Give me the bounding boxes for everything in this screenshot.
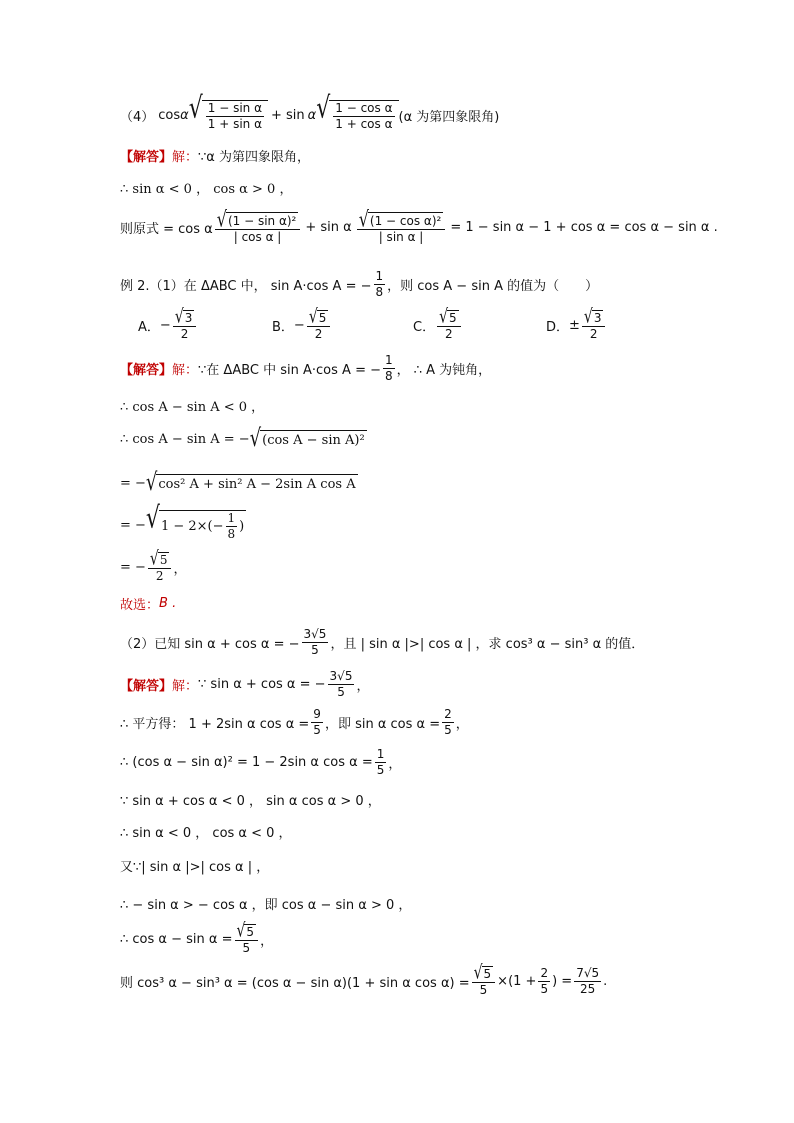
option-letter: B．	[272, 319, 294, 335]
answer-2-1-line-3: ∴ cos A − sin A = − √ (cos A − sin A)²	[120, 424, 365, 453]
option-c[interactable]: C． √ 5 2	[413, 310, 463, 340]
frac-num: 1	[375, 269, 384, 283]
radicand: cos² A + sin² A − 2sin A cos A	[156, 474, 357, 492]
text: （2）已知 sin α + cos α = −	[120, 636, 300, 652]
frac-den: 8	[384, 368, 393, 383]
sqrt-expr-2: √ $\frac{\text{1 − cos α}}{\text{1 + cos α}}$	[316, 100, 398, 130]
text: + sin α	[305, 220, 352, 236]
text: ) =	[552, 973, 573, 989]
text: ，	[260, 933, 274, 949]
text: ∴ sin α < 0 ， cos α < 0 ，	[120, 826, 292, 841]
answer-4-line-1	[120, 146, 310, 165]
frac-den: | sin α |	[378, 230, 424, 244]
answer-2-1-line-2	[120, 396, 264, 415]
frac-num: 3	[184, 311, 193, 325]
frac-num: 1	[227, 511, 236, 525]
text: ∵ sin α + cos α = −	[198, 676, 326, 692]
frac-den: 5	[242, 940, 251, 955]
frac-den: 5	[311, 642, 319, 657]
text: = −	[120, 559, 146, 575]
answer-2-2-line-7	[120, 894, 411, 913]
choice-label: 故选：	[120, 598, 160, 613]
text: 则原式 = cos α	[120, 222, 213, 238]
alpha-symbol: α	[307, 107, 317, 123]
frac-den: 8	[227, 526, 236, 541]
frac-den: | cos α |	[233, 230, 282, 244]
alpha-symbol: α	[180, 107, 189, 123]
text: )	[239, 518, 245, 534]
radicand: (cos A − sin A)²	[260, 430, 367, 448]
text: ∵ sin α + cos α < 0 ， sin α cos α > 0 ，	[120, 794, 381, 809]
answer-jie: 解：	[172, 362, 199, 378]
text: ∴ − sin α > − cos α ，即 cos α − sin α > 0 ，	[120, 898, 412, 913]
answer-2-2-line-3	[120, 748, 401, 776]
answer-2-2-line-4	[120, 790, 381, 809]
text: 1 − 2×(−	[160, 518, 224, 534]
text: ，	[455, 716, 469, 732]
frac-den: 1 + sin α	[207, 116, 262, 131]
text: ∴ cos α − sin α =	[120, 931, 233, 947]
text: ∴ sin α < 0 ， cos α > 0 ，	[120, 182, 293, 197]
text: = −	[120, 517, 146, 533]
frac-num: 5	[159, 553, 168, 567]
frac-den: 5	[376, 762, 385, 777]
frac-num: 3√5	[303, 627, 327, 641]
text: ∵α 为第四象限角，	[198, 150, 311, 165]
answer-2-2-line-1	[120, 670, 369, 698]
problem-4	[120, 92, 500, 131]
text: ，	[356, 678, 370, 694]
option-d[interactable]: D． ± √ 3 2	[546, 310, 607, 340]
frac-num: 1	[376, 747, 385, 761]
text: = −	[120, 475, 146, 491]
answer-2-2-line-6	[120, 856, 269, 875]
frac-den: 1 + cos α	[335, 116, 393, 131]
option-sign: −	[159, 317, 171, 333]
answer-4-line-3: 则原式 = cos α √ (1 − sin α)² | cos α | + sin α √ (1 − cos α)² | sin α | = 1 − sin α − 1 + cos α = cos α − sin α .	[120, 206, 718, 244]
answer-2-2-line-8: ∴ cos α − sin α = √ 5 5 ，	[120, 920, 274, 955]
condition: (α 为第四象限角)	[398, 109, 500, 125]
option-a[interactable]: A． − √ 3 2	[138, 310, 198, 340]
text: ∴ cos A − sin A < 0 ，	[120, 400, 265, 415]
plus-sin: + sin	[271, 107, 305, 123]
option-b[interactable]: B． − √ 5 2	[272, 310, 332, 340]
frac-den: 5	[479, 982, 488, 997]
text: 则 cos³ α − sin³ α = (cos α − sin α)(1 + sin α cos α) =	[120, 975, 470, 991]
option-sign: −	[293, 317, 305, 333]
frac-num: 5	[483, 967, 492, 981]
answer-2-1-line-6: = − √ 5 2 ，	[120, 548, 187, 583]
frac-den: 5	[313, 722, 321, 737]
answer-2-2-line-2	[120, 708, 469, 736]
problem-4-label: （4）	[120, 109, 155, 125]
frac-den: 5	[444, 722, 452, 737]
frac-num: 9	[313, 707, 321, 721]
frac-num: 3	[593, 311, 602, 325]
text: = 1 − sin α − 1 + cos α = cos α − sin α .	[450, 220, 718, 236]
frac-num: 1 − cos α	[335, 101, 393, 115]
text: .	[603, 973, 608, 989]
frac-num: 5	[318, 311, 327, 325]
answer-jie: 解：	[172, 150, 199, 165]
frac-den: 2	[155, 568, 164, 583]
answer-jie: 解：	[172, 678, 199, 694]
text: ×(1 +	[497, 973, 537, 989]
answer-2-2-line-9: 则 cos³ α − sin³ α = (cos α − sin α)(1 + sin α cos α) = √ 5 5 ×(1 + $\frac{2}{5}$ ) = $\frac{7√5}{25}$ .	[120, 962, 608, 997]
text: ，	[388, 756, 402, 772]
answer-2-1-choice	[120, 594, 176, 613]
frac-num: 2	[540, 966, 549, 980]
frac-den: 8	[375, 284, 384, 299]
frac-num: 1	[384, 353, 393, 367]
text: ，	[173, 561, 187, 577]
option-letter: C．	[413, 319, 436, 335]
frac-den: 5	[337, 684, 345, 699]
answer-tag: 【解答】	[120, 678, 173, 694]
answer-2-1-line-5: = − √ 1 − 2×(− $\frac{1}{8}$ )	[120, 502, 245, 541]
frac-num: 5	[246, 925, 255, 939]
text: ，即 sin α cos α =	[324, 716, 441, 732]
text: 又∵| sin α |>| cos α | ，	[120, 860, 270, 875]
choice-value: B .	[159, 596, 177, 611]
frac-den: 2	[589, 326, 598, 341]
frac-num: (1 − cos α)²	[369, 213, 442, 228]
option-letter: D．	[546, 319, 570, 335]
frac-num: 1 − sin α	[207, 101, 262, 115]
example-2-question	[120, 270, 598, 298]
frac-num: 2	[444, 707, 452, 721]
frac-den: 2	[314, 326, 323, 341]
text: ，则 cos A − sin A 的值为（ ）	[387, 278, 599, 294]
frac-num: (1 − sin α)²	[227, 213, 297, 228]
answer-4-line-2	[120, 178, 292, 197]
text: ∴ cos A − sin A = −	[120, 431, 250, 447]
text: ∴ 平方得： 1 + 2sin α cos α =	[120, 716, 310, 732]
answer-2-2-line-5	[120, 822, 292, 841]
text: ∵在 ΔABC 中 sin A·cos A = −	[198, 362, 381, 378]
frac-num: 3√5	[329, 669, 353, 683]
frac-den: 5	[540, 981, 549, 996]
answer-2-1-line-1	[120, 354, 491, 382]
cos-text: cos	[158, 107, 181, 123]
answer-tag: 【解答】	[120, 362, 173, 378]
frac-den: 2	[180, 326, 189, 341]
text: 例 2.（1）在 ΔABC 中， sin A·cos A = −	[120, 278, 372, 294]
option-sign: ±	[569, 317, 580, 333]
answer-tag: 【解答】	[120, 150, 173, 165]
answer-2-1-line-4: = − √ cos² A + sin² A − 2sin A cos A	[120, 468, 356, 497]
text: ，且 | sin α |>| cos α | ，求 cos³ α − sin³ α 的值．	[330, 636, 645, 652]
frac-num: 7√5	[576, 966, 600, 980]
sqrt-expr-1: √ $\frac{\text{1 − sin α}}{\text{1 + sin α}}$	[189, 100, 268, 130]
frac-den: 2	[445, 326, 453, 341]
frac-num: 5	[449, 311, 457, 325]
text: ∴ (cos α − sin α)² = 1 − 2sin α cos α =	[120, 754, 373, 770]
option-letter: A．	[138, 319, 160, 335]
problem-2-2	[120, 628, 644, 656]
text: ， ∴ A 为钝角，	[396, 362, 492, 378]
frac-den: 25	[580, 981, 596, 996]
